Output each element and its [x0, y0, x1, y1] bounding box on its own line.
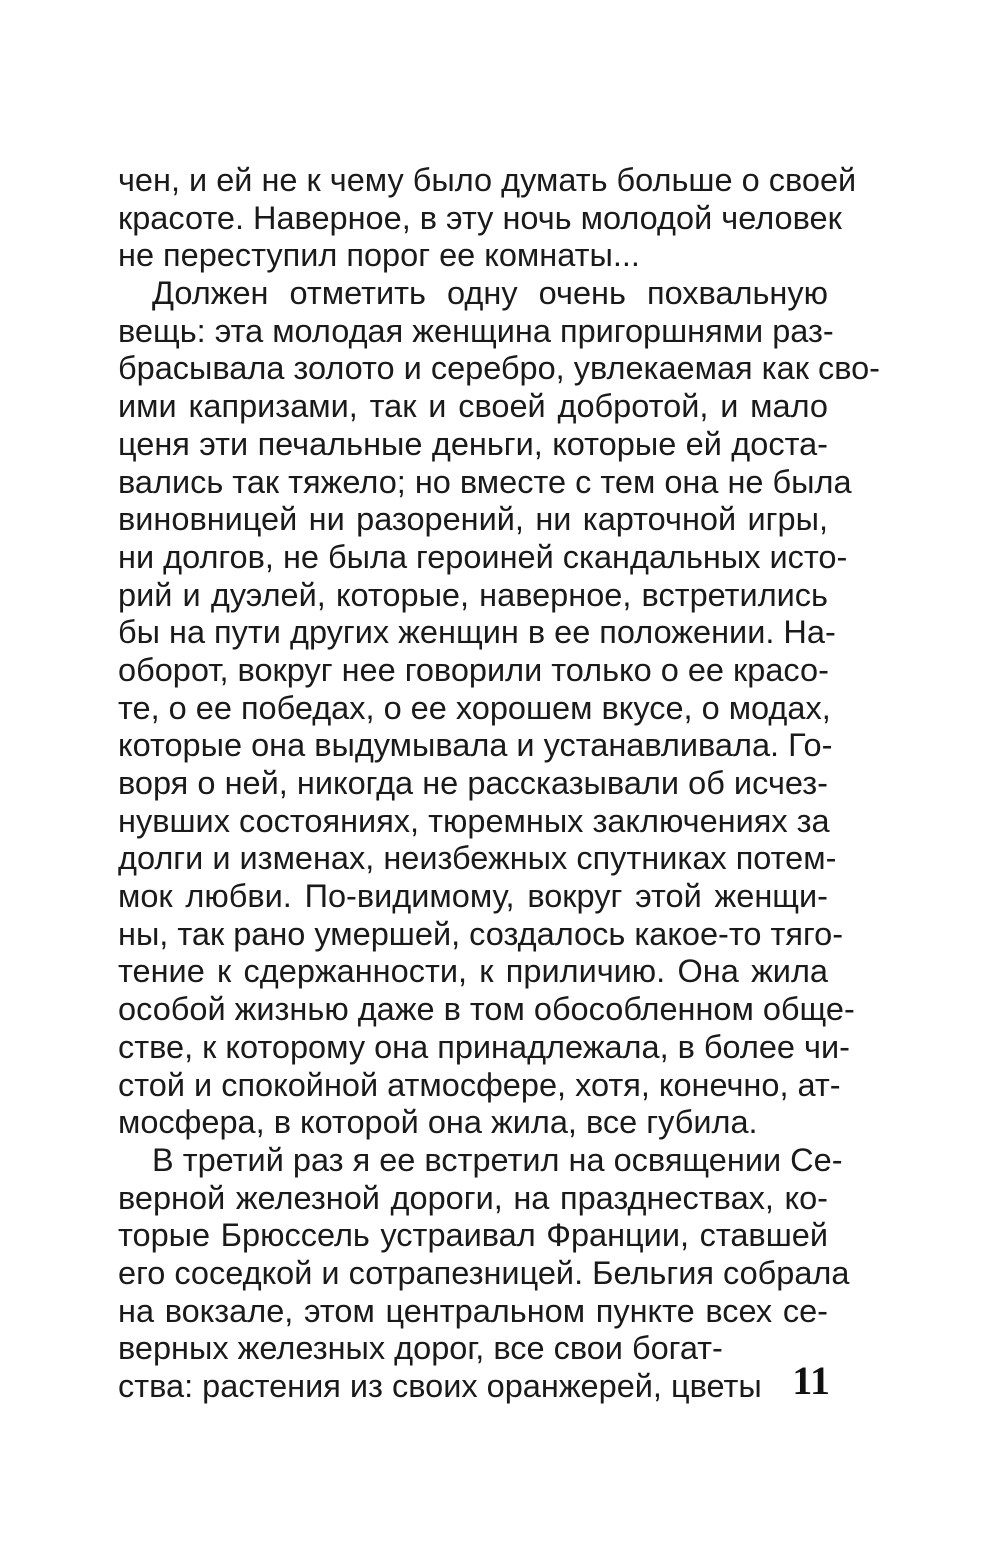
text-line: ства: растения из своих оранжерей, цветы: [118, 1368, 762, 1404]
paragraph-start-line: В третий раз я ее встретил на освящении Се-: [152, 1141, 843, 1178]
page-number: 11: [792, 1358, 830, 1403]
text-line: верных железных дорог, все свои богат-: [118, 1330, 723, 1367]
text-line: виновницей ни разорений, ни карточной игры,: [118, 501, 828, 538]
text-line: мок любви. По-видимому, вокруг этой женщи-: [118, 878, 828, 915]
text-line: верной железной дороги, на празднествах, ко-: [118, 1179, 828, 1216]
text-line: мосфера, в которой она жила, все губила.: [118, 1104, 758, 1141]
text-line: которые она выдумывала и устанавливала. Го-: [118, 727, 833, 764]
text-line: бы на пути других женщин в ее положении. На-: [118, 614, 836, 651]
text-line: стве, к которому она принадлежала, в более чи-: [118, 1028, 850, 1065]
text-line: стой и спокойной атмосфере, хотя, конечно, ат-: [118, 1066, 841, 1103]
text-line: те, о ее победах, о ее хорошем вкусе, о модах,: [118, 689, 831, 726]
text-line: рий и дуэлей, которые, наверное, встретились: [118, 576, 828, 613]
text-line: ни долгов, не была героиней скандальных исто-: [118, 538, 848, 575]
body-text: [118, 162, 880, 1406]
text-line: оборот, вокруг нее говорили только о ее красо-: [118, 651, 829, 688]
text-line: ценя эти печальные деньги, которые ей доста-: [118, 425, 828, 462]
text-line: торые Брюссель устраивал Франции, ставшей: [118, 1217, 828, 1254]
text-line: ими капризами, так и своей добротой, и мало: [118, 388, 828, 425]
text-line: чен, и ей не к чему было думать больше о своей: [118, 162, 857, 198]
text-line: брасывала золото и серебро, увлекаемая как сво-: [118, 350, 880, 387]
text-line: долги и изменах, неизбежных спутниках потем-: [118, 840, 837, 877]
text-line: нувших состояниях, тюремных заключениях за: [118, 802, 830, 839]
text-line: его соседкой и сотрапезницей. Бельгия собрала: [118, 1254, 850, 1291]
text-line: ны, так рано умершей, создалось какое-то тяго-: [118, 915, 844, 952]
text-line: не переступил порог ее комнаты...: [118, 237, 640, 274]
text-line: красоте. Наверное, в эту ночь молодой человек: [118, 199, 842, 236]
text-line: особой жизнью даже в том обособленном обще-: [118, 991, 855, 1028]
text-line: вались так тяжело; но вместе с тем она не была: [118, 463, 852, 500]
paragraph-start-line: Должен отметить одну очень похвальную: [152, 275, 828, 312]
text-line: вещь: эта молодая женщина пригоршнями раз-: [118, 312, 834, 349]
text-line: тение к сдержанности, к приличию. Она жила: [118, 953, 828, 990]
text-line: воря о ней, никогда не рассказывали об исчез-: [118, 765, 828, 801]
text-line: на вокзале, этом центральном пункте всех се-: [118, 1292, 828, 1329]
